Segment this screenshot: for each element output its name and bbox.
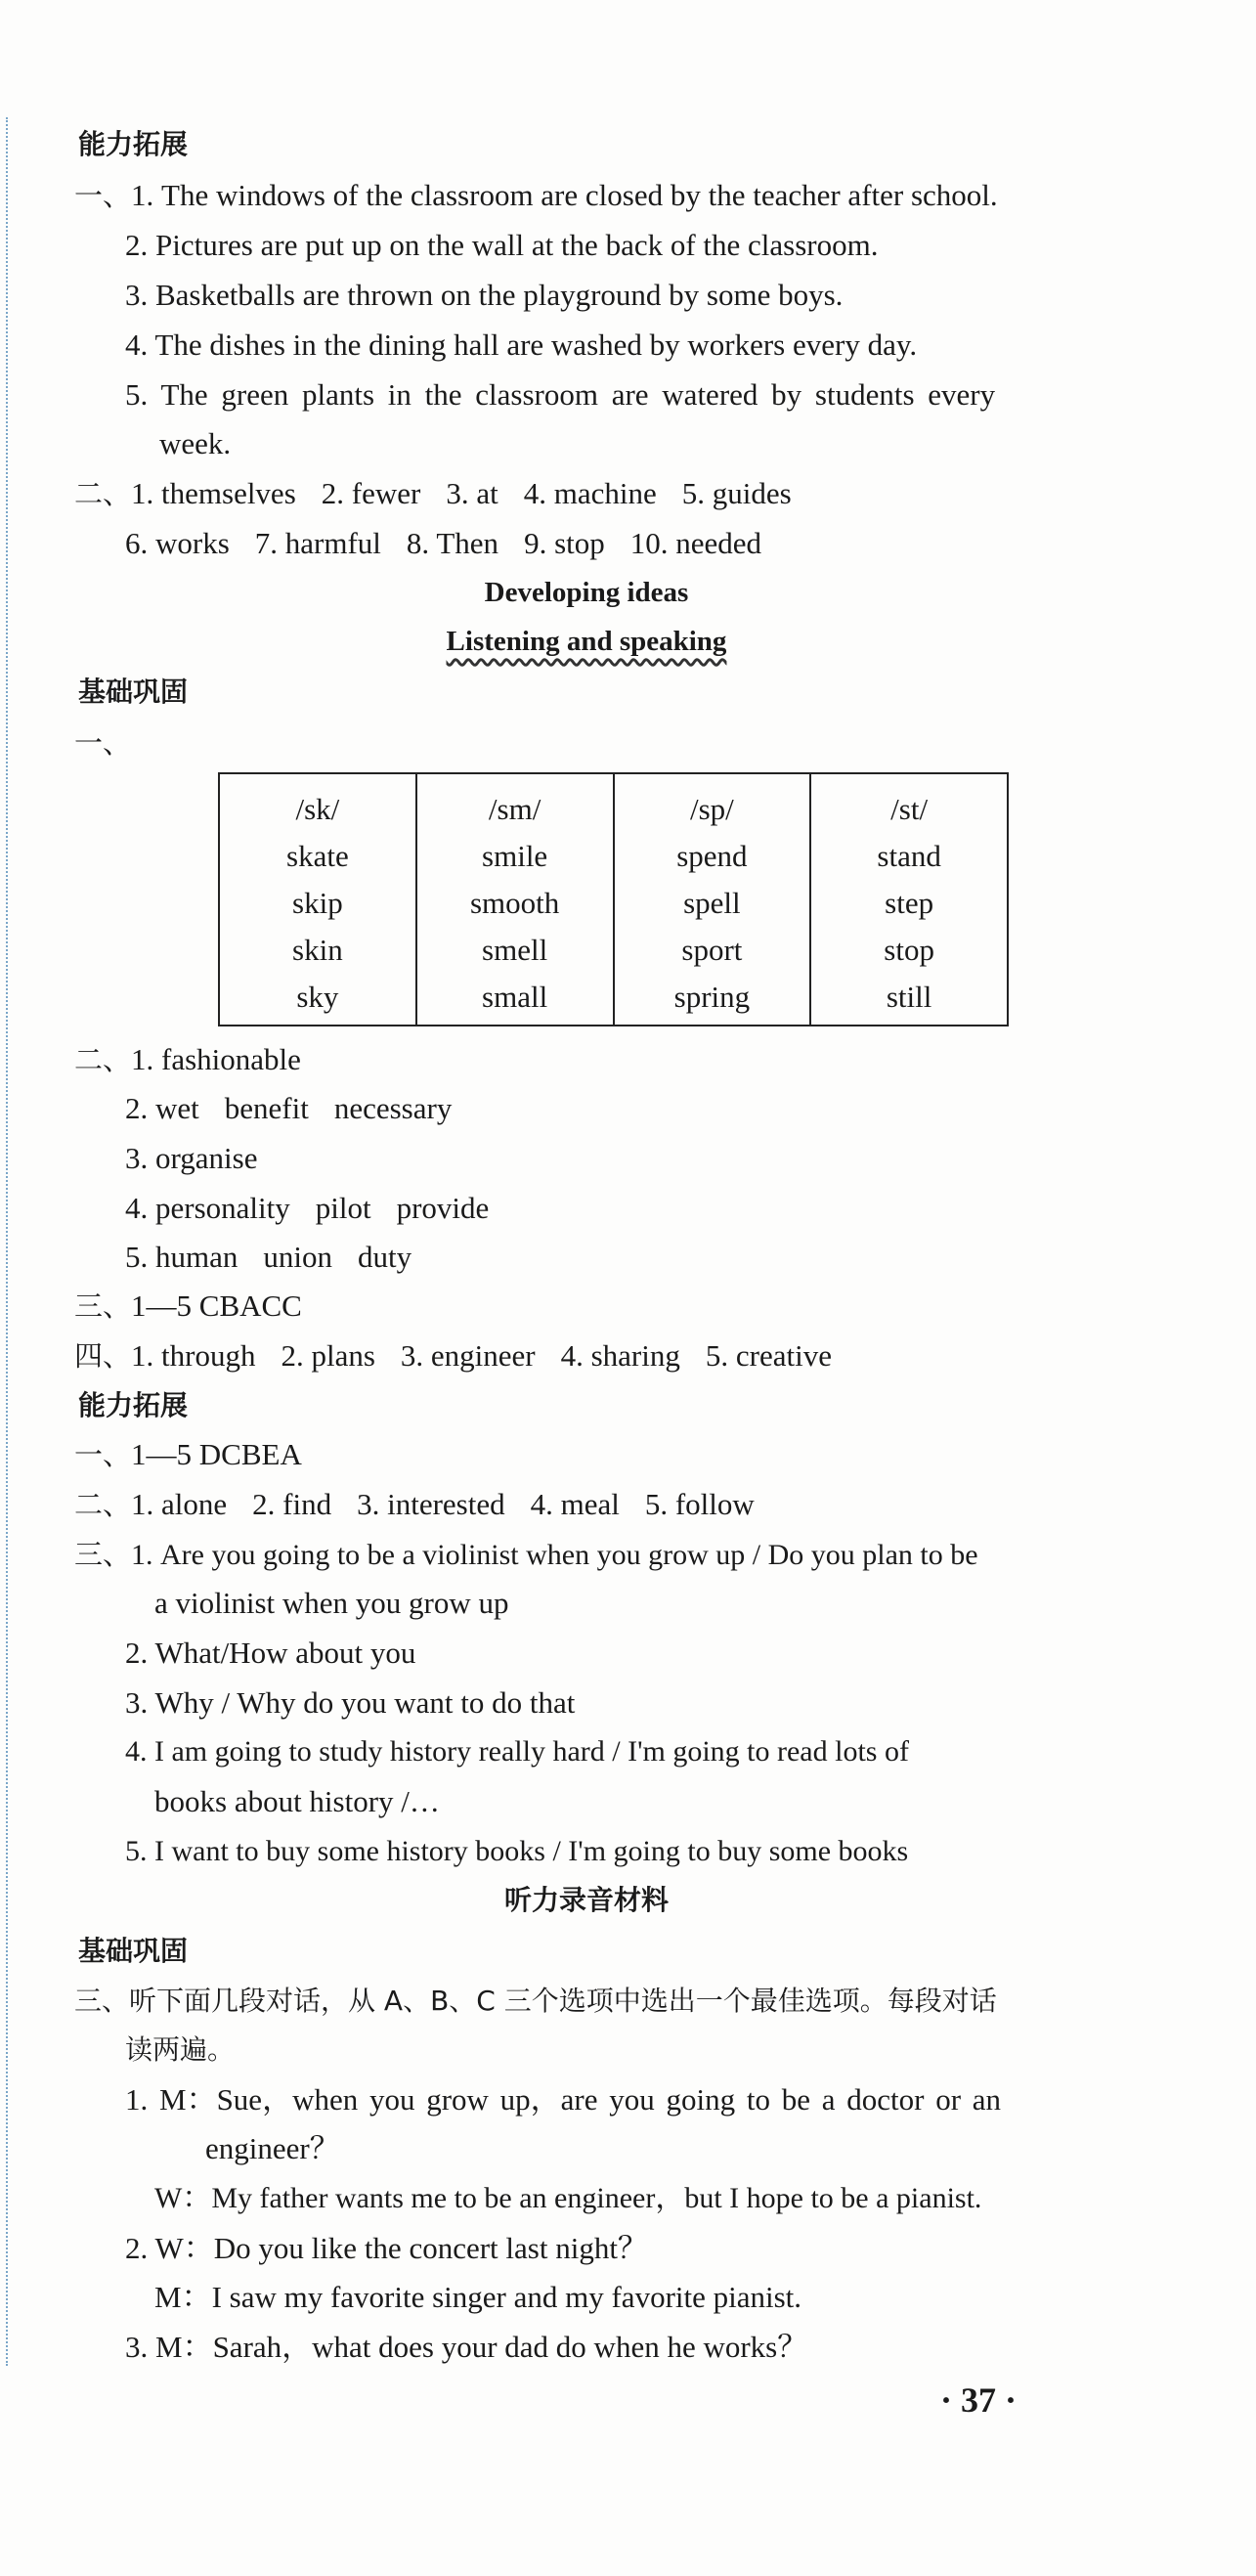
answer-line <box>74 1435 302 1474</box>
section-mark: 三、 <box>74 1289 132 1323</box>
binding-dotted-line <box>6 117 8 2366</box>
answer-item: duty <box>358 1240 412 1274</box>
answer-item: 1. themselves <box>131 476 296 510</box>
instruction-line: 读两遍。 <box>125 2033 236 2066</box>
answer-line: week. <box>159 426 232 460</box>
answer-item: 3. engineer <box>400 1338 536 1373</box>
section-mark: 一、 <box>74 726 132 760</box>
instruction-line <box>74 1982 997 2021</box>
answer-item: 5. follow <box>644 1487 755 1521</box>
answer-text: 1. fashionable <box>131 1042 301 1076</box>
phonics-word: still <box>886 980 932 1014</box>
section-heading-foundation: 基础巩固 <box>78 1935 189 1967</box>
answer-line <box>74 474 792 513</box>
answer-item: pilot <box>315 1191 371 1225</box>
answer-item: 9. stop <box>524 526 605 560</box>
section-mark: 二、 <box>74 477 132 510</box>
section-heading-foundation: 基础巩固 <box>78 676 189 708</box>
answer-item: 4. sharing <box>560 1338 680 1373</box>
dialogue-line: 2. W：Do you like the concert last night？ <box>125 2231 648 2265</box>
answer-text: 1—5 CBACC <box>131 1288 302 1323</box>
answer-line: 5. The green plants in the classroom are watered by students every <box>125 377 996 412</box>
phonics-table <box>218 772 1009 1026</box>
page-number: · 37 · <box>940 2380 1018 2420</box>
answer-item: provide <box>396 1191 490 1225</box>
phonics-word: step <box>885 886 934 920</box>
answer-item: 2. find <box>252 1487 332 1521</box>
answer-line <box>74 1485 755 1524</box>
answer-line <box>125 1089 452 1128</box>
answer-item: 10. needed <box>629 526 762 560</box>
subsection-heading-text: Listening and speaking <box>446 626 727 657</box>
phonics-head: /sk/ <box>295 792 340 826</box>
answer-item: 4. personality <box>125 1191 290 1225</box>
section-mark: 三、 <box>74 1985 130 2017</box>
answer-line: 4. The dishes in the dining hall are washed by workers every day. <box>125 327 918 362</box>
answer-item: 2. wet <box>125 1091 199 1125</box>
section-heading-ability: 能力拓展 <box>78 1389 189 1421</box>
phonics-word: small <box>482 980 548 1014</box>
answer-line <box>74 1040 301 1079</box>
section-mark: 二、 <box>74 1043 132 1076</box>
phonics-word: stop <box>884 933 934 967</box>
phonics-word: skip <box>292 886 343 920</box>
answer-item: 7. harmful <box>254 526 381 560</box>
phonics-word: skate <box>286 839 349 873</box>
answer-line: books about history /… <box>154 1784 440 1818</box>
answer-line: 2. Pictures are put up on the wall at the back of the classroom. <box>125 228 879 262</box>
phonics-head: /sm/ <box>488 792 541 826</box>
answer-line: a violinist when you grow up <box>154 1586 509 1620</box>
phonics-word: sky <box>296 980 339 1014</box>
phonics-word: sport <box>681 933 743 967</box>
dialogue-line: W：My father wants me to be an engineer，but I hope to be a pianist. <box>154 2182 982 2214</box>
answer-line <box>74 1287 302 1326</box>
phonics-word: smell <box>482 933 548 967</box>
answer-line <box>74 1535 978 1575</box>
dialogue-line: engineer？ <box>205 2131 340 2165</box>
answer-item: necessary <box>333 1091 453 1125</box>
phonics-column <box>219 773 416 1026</box>
answer-line: 2. What/How about you <box>125 1636 416 1670</box>
answer-line <box>125 524 761 563</box>
answer-item: 6. works <box>125 526 230 560</box>
answer-line <box>74 1336 832 1375</box>
phonics-word: smooth <box>469 886 560 920</box>
phonics-head: /sp/ <box>689 792 734 826</box>
answer-text: 1. The windows of the classroom are closed by the teacher after school. <box>131 178 998 212</box>
answer-item: 3. interested <box>357 1487 505 1521</box>
phonics-word: skin <box>292 933 343 967</box>
subsection-heading <box>0 622 1173 661</box>
answer-item: 2. fewer <box>321 476 421 510</box>
section-mark: 四、 <box>74 1339 132 1373</box>
answer-item: 5. creative <box>705 1338 832 1373</box>
answer-line <box>74 176 998 215</box>
answer-item: 8. Then <box>406 526 499 560</box>
answer-item: 1. through <box>131 1338 256 1373</box>
phonics-word: smile <box>482 839 548 873</box>
answer-line: 3. Basketballs are thrown on the playground by some boys. <box>125 278 844 312</box>
dialogue-line: 1. M：Sue，when you grow up，are you going to be a doctor or an <box>125 2082 1002 2117</box>
phonics-head: /st/ <box>890 792 929 826</box>
phonics-word: spring <box>673 980 751 1014</box>
phonics-word: spell <box>683 886 741 920</box>
answer-text: 1—5 DCBEA <box>131 1437 302 1471</box>
answer-item: 1. alone <box>131 1487 228 1521</box>
section-mark: 一、 <box>74 1438 132 1471</box>
answer-item: union <box>263 1240 332 1274</box>
answer-line: 3. Why / Why do you want to do that <box>125 1685 576 1720</box>
answer-item: benefit <box>224 1091 309 1125</box>
unit-heading: Developing ideas <box>484 577 689 608</box>
section-mark: 二、 <box>74 1488 132 1521</box>
answer-item: 4. meal <box>530 1487 620 1521</box>
section-heading-ability: 能力拓展 <box>78 128 189 160</box>
answer-line: 4. I am going to study history really hard / I'm going to read lots of <box>125 1735 909 1768</box>
answer-item: 4. machine <box>523 476 657 510</box>
phonics-word: spend <box>676 839 748 873</box>
phonics-column <box>614 773 811 1026</box>
answer-line: 5. I want to buy some history books / I'm going to buy some books <box>125 1835 909 1867</box>
answer-item: 3. at <box>446 476 498 510</box>
answer-line: 3. organise <box>125 1141 258 1175</box>
dialogue-line: M：I saw my favorite singer and my favorite pianist. <box>154 2280 802 2314</box>
phonics-word: stand <box>877 839 941 873</box>
listening-material-heading: 听力录音材料 <box>503 1884 669 1916</box>
section-mark: 一、 <box>74 179 132 212</box>
answer-line <box>125 1189 489 1228</box>
answer-item: 5. guides <box>681 476 792 510</box>
phonics-column <box>416 773 614 1026</box>
dialogue-line: 3. M：Sarah，what does your dad do when he works？ <box>125 2330 808 2364</box>
section-mark: 三、 <box>74 1538 132 1571</box>
answer-item: 5. human <box>125 1240 238 1274</box>
instruction-text: 听下面几段对话，从 A、B、C 三个选项中选出一个最佳选项。每段对话 <box>129 1985 997 2017</box>
answer-text: 1. Are you going to be a violinist when you grow up / Do you plan to be <box>131 1539 978 1571</box>
answer-item: 2. plans <box>281 1338 375 1373</box>
answer-line <box>125 1238 411 1277</box>
phonics-column <box>810 773 1008 1026</box>
